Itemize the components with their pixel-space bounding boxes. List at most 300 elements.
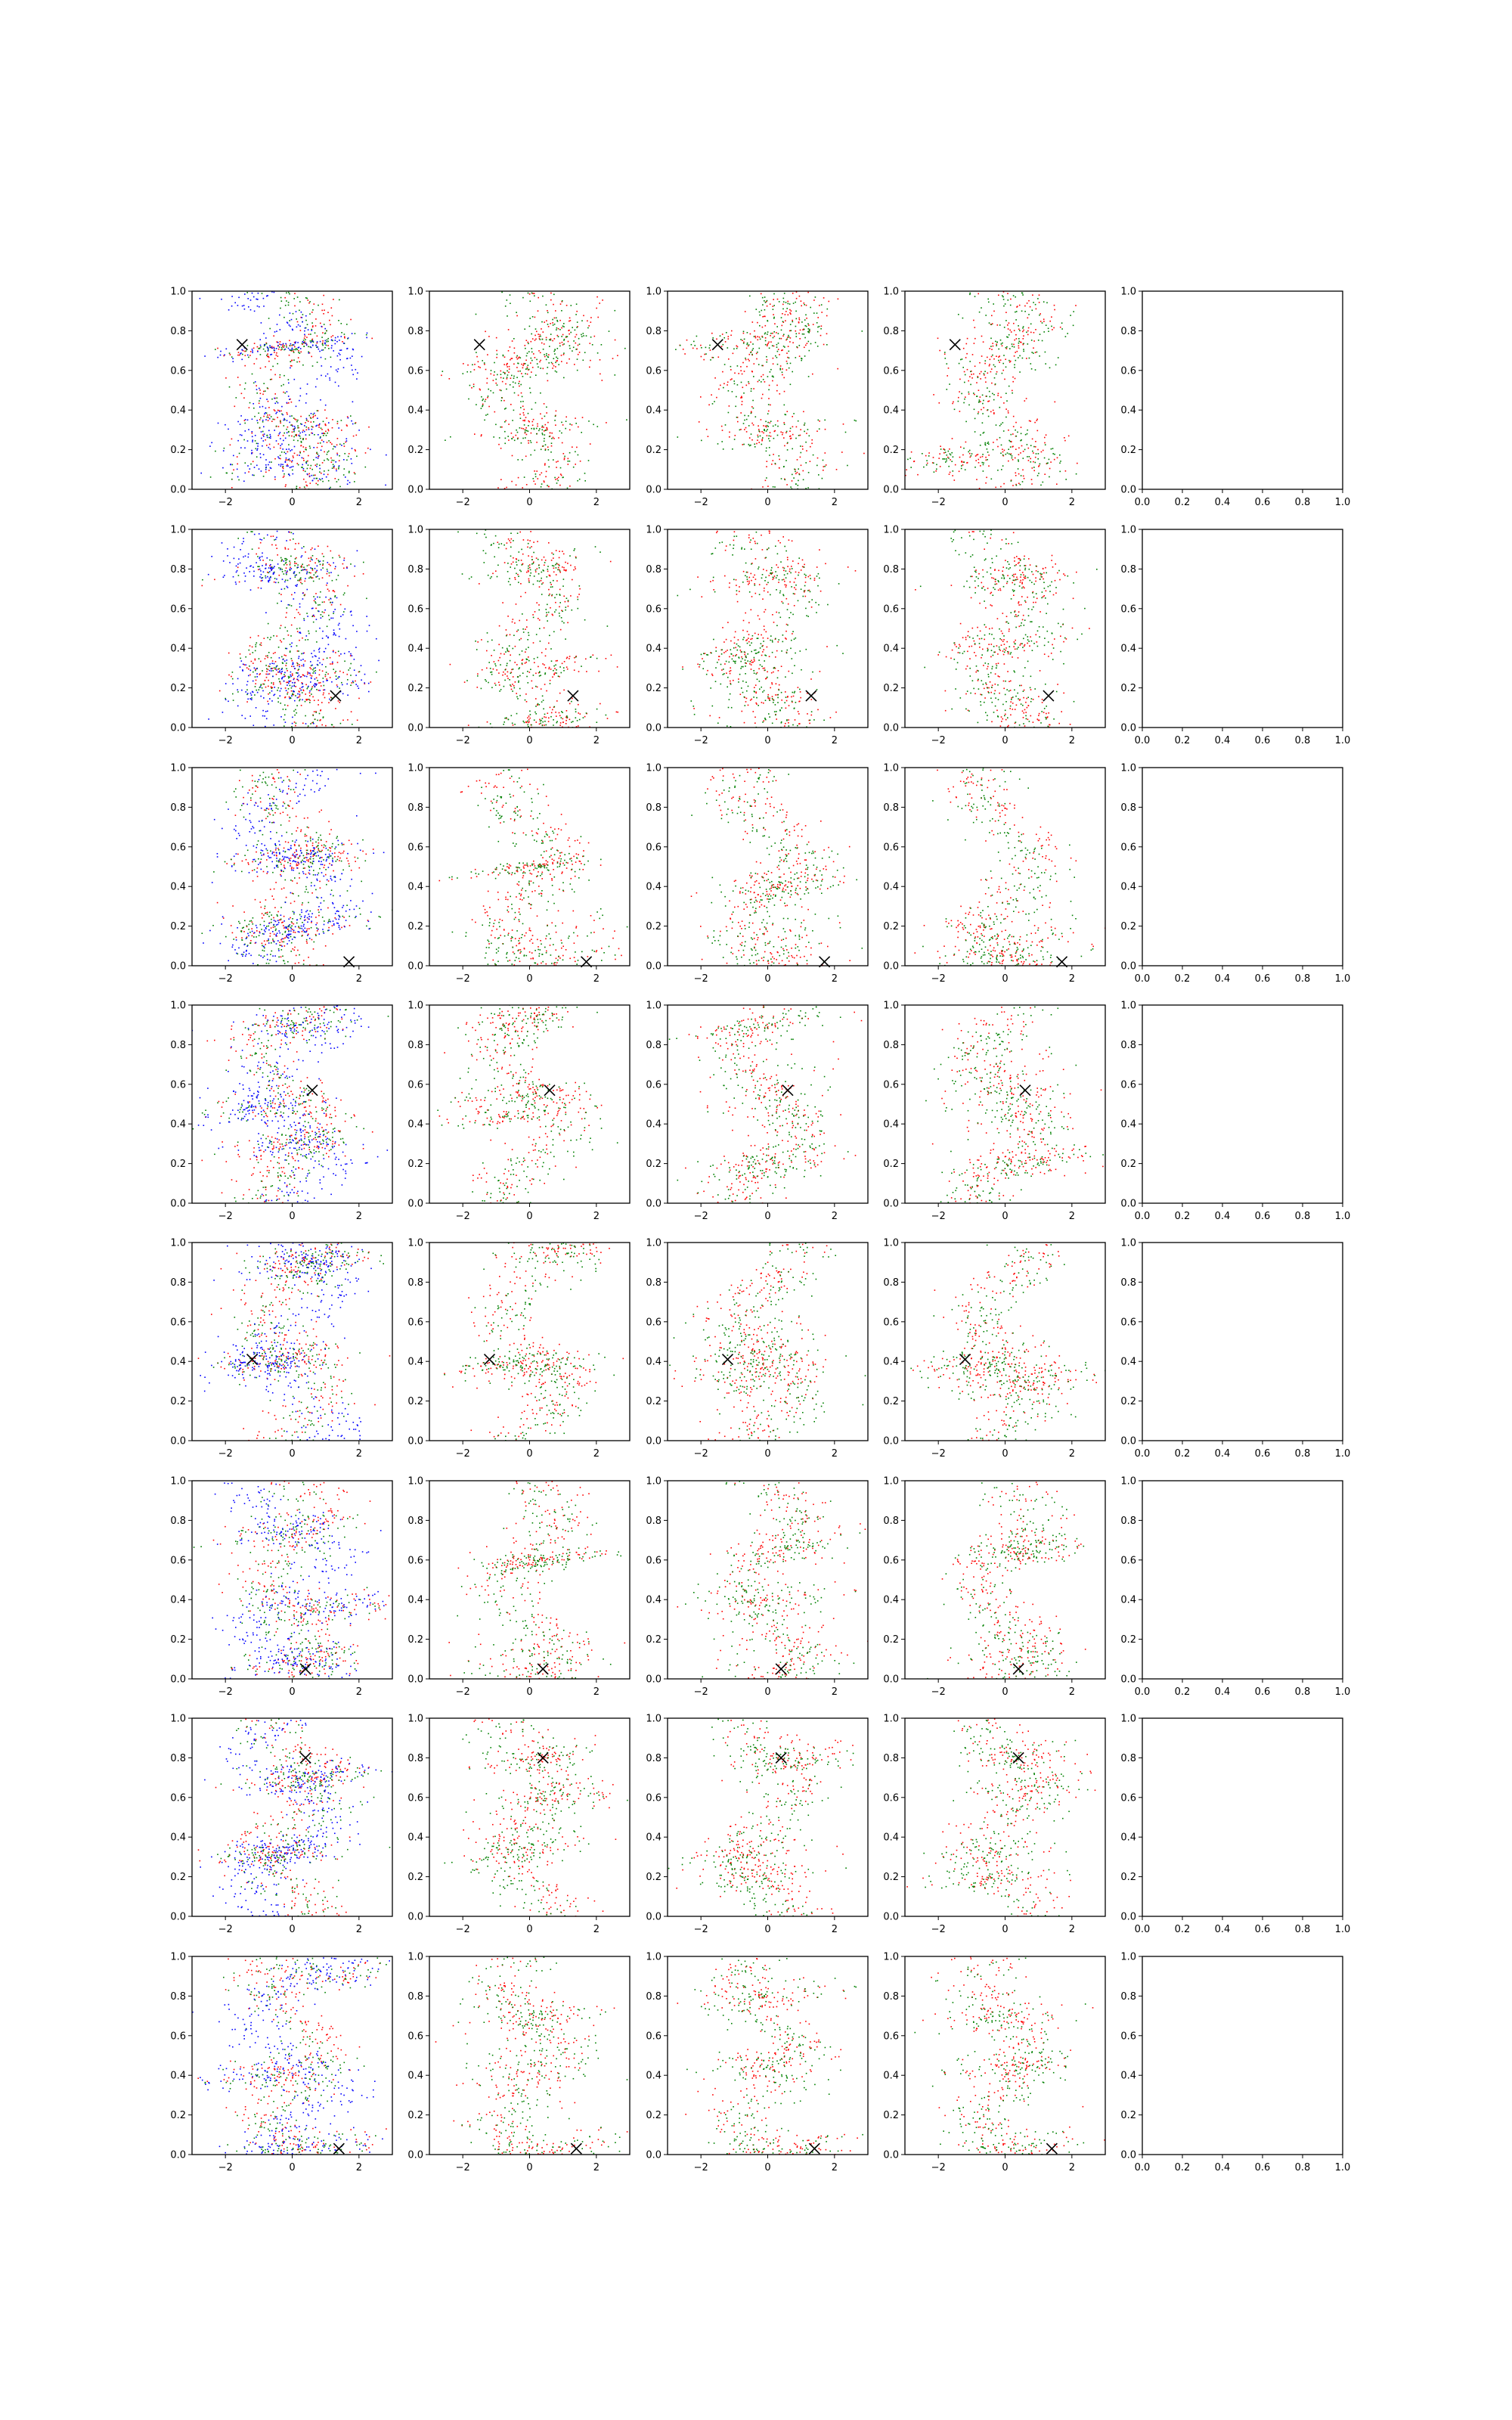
scatter-point <box>540 723 541 724</box>
scatter-point <box>770 303 771 305</box>
scatter-point <box>545 667 547 669</box>
scatter-point <box>318 480 319 482</box>
scatter-point <box>508 581 510 582</box>
scatter-point <box>727 622 729 623</box>
scatter-point <box>581 336 583 337</box>
scatter-point <box>795 326 797 327</box>
scatter-point <box>773 331 775 333</box>
scatter-point <box>280 464 282 465</box>
scatter-point <box>968 380 969 382</box>
scatter-point <box>798 480 799 482</box>
scatter-point <box>300 330 302 331</box>
x-tick-label: 0 <box>764 497 770 508</box>
scatter-point <box>306 345 308 346</box>
scatter-point <box>991 324 993 325</box>
scatter-point <box>331 604 333 606</box>
scatter-point <box>355 647 357 648</box>
scatter-point <box>541 720 542 721</box>
scatter-point <box>1027 444 1028 445</box>
scatter-point <box>785 460 787 461</box>
scatter-point <box>925 455 927 457</box>
scatter-point <box>746 344 748 346</box>
scatter-point <box>292 349 293 350</box>
scatter-point <box>510 359 511 361</box>
scatter-point <box>547 367 549 368</box>
scatter-point <box>324 433 326 435</box>
scatter-point <box>256 669 258 670</box>
scatter-point <box>361 679 362 681</box>
scatter-point <box>546 690 547 692</box>
scatter-point <box>252 474 253 476</box>
scatter-point <box>314 650 315 652</box>
scatter-point <box>319 651 321 653</box>
scatter-point <box>361 356 363 358</box>
scatter-point <box>758 340 759 341</box>
scatter-point <box>556 329 557 330</box>
y-tick-label: 0.2 <box>170 683 186 694</box>
scatter-point <box>263 454 265 455</box>
scatter-point <box>485 399 487 400</box>
scatter-point <box>996 355 997 357</box>
scatter-point <box>511 563 513 565</box>
scatter-point <box>512 690 513 692</box>
scatter-point <box>256 554 257 555</box>
scatter-point <box>288 302 290 303</box>
scatter-point <box>251 661 253 662</box>
y-tick-label: 0.4 <box>407 644 423 655</box>
scatter-point <box>246 684 248 686</box>
scatter-point <box>987 387 988 389</box>
scatter-point <box>576 447 578 448</box>
scatter-point <box>943 452 945 454</box>
scatter-point <box>312 656 314 658</box>
scatter-point <box>323 349 324 351</box>
scatter-point <box>508 718 510 720</box>
scatter-point <box>293 691 295 693</box>
scatter-point <box>333 464 334 466</box>
scatter-point <box>701 356 702 358</box>
scatter-point <box>294 617 296 619</box>
scatter-point <box>281 451 283 453</box>
scatter-point <box>768 404 770 405</box>
scatter-point <box>1045 352 1046 353</box>
scatter-point <box>510 566 511 568</box>
scatter-point <box>269 565 271 566</box>
scatter-point <box>302 593 304 594</box>
scatter-point <box>268 470 270 471</box>
scatter-point <box>517 698 519 700</box>
scatter-point <box>965 396 966 398</box>
scatter-point <box>778 349 779 350</box>
scatter-point <box>804 423 806 424</box>
scatter-point <box>525 360 527 361</box>
scatter-point <box>789 571 791 572</box>
scatter-point <box>581 432 582 433</box>
scatter-point <box>279 657 280 659</box>
scatter-point <box>743 342 745 343</box>
scatter-point <box>773 293 775 295</box>
scatter-point <box>327 341 329 343</box>
scatter-point <box>297 650 299 652</box>
scatter-point <box>500 731 501 732</box>
scatter-point <box>233 361 234 362</box>
scatter-point <box>267 417 268 418</box>
scatter-point <box>771 464 773 465</box>
scatter-point <box>258 635 259 637</box>
scatter-point <box>1021 311 1023 312</box>
scatter-point <box>242 543 243 544</box>
scatter-point <box>784 424 785 425</box>
scatter-point <box>826 284 827 286</box>
scatter-point <box>1044 442 1046 444</box>
scatter-point <box>292 682 293 684</box>
scatter-point <box>538 478 539 479</box>
scatter-point <box>512 622 513 623</box>
scatter-point <box>324 474 325 476</box>
subplot-r0-c2 <box>646 284 892 508</box>
scatter-point <box>974 467 976 468</box>
scatter-point <box>525 345 526 346</box>
scatter-point <box>306 430 308 431</box>
scatter-point <box>541 584 543 585</box>
scatter-point <box>565 723 567 724</box>
scatter-point <box>290 467 291 469</box>
scatter-point <box>940 445 941 447</box>
scatter-point <box>987 299 989 300</box>
scatter-point <box>262 406 264 408</box>
scatter-point <box>1040 464 1041 465</box>
scatter-point <box>565 610 566 611</box>
scatter-point <box>567 669 569 670</box>
scatter-point <box>304 330 305 332</box>
scatter-point <box>245 691 246 693</box>
scatter-point <box>742 397 743 399</box>
scatter-point <box>529 293 531 295</box>
scatter-point <box>305 434 307 436</box>
scatter-point <box>307 688 308 690</box>
scatter-point <box>144 367 146 368</box>
scatter-point <box>1015 448 1017 450</box>
scatter-point <box>729 582 730 584</box>
scatter-point <box>346 566 348 568</box>
scatter-point <box>565 562 566 563</box>
x-tick-label: −2 <box>218 497 233 508</box>
scatter-point <box>512 420 513 421</box>
scatter-point <box>617 666 618 668</box>
x-tick-label: 2 <box>832 497 838 508</box>
scatter-point <box>935 470 937 472</box>
scatter-point <box>273 567 274 569</box>
scatter-point <box>549 340 550 341</box>
scatter-point <box>743 343 745 344</box>
scatter-point <box>522 368 524 369</box>
scatter-point <box>335 708 336 709</box>
scatter-point <box>344 661 345 662</box>
scatter-point <box>228 701 229 703</box>
scatter-point <box>259 557 261 558</box>
scatter-point <box>315 572 317 574</box>
scatter-point <box>313 622 314 623</box>
scatter-point <box>343 611 345 613</box>
scatter-point <box>311 557 312 559</box>
scatter-point <box>274 663 275 665</box>
scatter-point <box>768 438 770 439</box>
scatter-point <box>299 690 300 692</box>
scatter-point <box>980 445 981 446</box>
scatter-point <box>1013 295 1015 296</box>
scatter-point <box>974 431 976 433</box>
scatter-point <box>539 474 541 476</box>
scatter-point <box>259 339 261 340</box>
scatter-point <box>264 638 265 639</box>
scatter-point <box>798 563 799 564</box>
scatter-point <box>563 354 565 355</box>
scatter-point <box>338 320 339 321</box>
scatter-point <box>540 352 541 354</box>
scatter-point <box>991 356 993 358</box>
scatter-point <box>513 377 515 379</box>
scatter-point <box>751 580 752 582</box>
scatter-point <box>258 413 259 414</box>
scatter-point <box>522 659 523 661</box>
scatter-point <box>516 603 517 605</box>
scatter-point <box>993 410 994 411</box>
scatter-point <box>550 334 552 335</box>
scatter-point <box>271 700 273 702</box>
scatter-point <box>543 445 544 447</box>
scatter-point <box>554 420 556 421</box>
scatter-point <box>285 343 287 345</box>
scatter-point <box>262 577 264 579</box>
scatter-point <box>318 561 320 563</box>
scatter-point <box>327 582 328 584</box>
scatter-point <box>506 487 507 489</box>
scatter-point <box>344 453 345 455</box>
scatter-point <box>794 587 795 588</box>
scatter-point <box>299 607 301 608</box>
scatter-point <box>1021 475 1022 476</box>
scatter-point <box>782 368 783 370</box>
scatter-point <box>273 573 274 575</box>
scatter-point <box>285 461 287 463</box>
axes-frame <box>429 291 630 489</box>
scatter-point <box>769 385 770 386</box>
scatter-point <box>528 647 529 648</box>
scatter-point <box>318 660 319 662</box>
scatter-point <box>271 670 272 672</box>
scatter-point <box>227 555 228 557</box>
scatter-point <box>541 580 542 582</box>
scatter-point <box>538 334 539 335</box>
scatter-point <box>555 424 556 426</box>
scatter-point <box>1010 446 1012 448</box>
scatter-point <box>563 670 565 672</box>
scatter-point <box>774 287 776 289</box>
scatter-point <box>491 674 493 675</box>
scatter-point <box>544 562 546 563</box>
scatter-point <box>525 456 527 458</box>
scatter-point <box>590 337 592 338</box>
scatter-point <box>283 435 284 436</box>
scatter-point <box>318 700 319 701</box>
scatter-point <box>612 358 614 359</box>
scatter-point <box>748 381 749 383</box>
scatter-point <box>970 371 971 373</box>
scatter-point <box>240 447 242 448</box>
scatter-point <box>523 631 525 633</box>
scatter-point <box>330 663 331 665</box>
scatter-point <box>289 458 290 460</box>
scatter-point <box>1002 373 1003 374</box>
scatter-point <box>302 638 303 639</box>
scatter-point <box>335 566 336 568</box>
scatter-point <box>511 669 513 671</box>
scatter-point <box>752 343 754 345</box>
scatter-point <box>962 367 964 368</box>
scatter-point <box>339 628 341 630</box>
scatter-point <box>312 427 314 428</box>
scatter-point <box>748 415 749 417</box>
scatter-point <box>256 676 258 678</box>
scatter-point <box>287 586 288 588</box>
scatter-point <box>1004 379 1005 380</box>
scatter-point <box>568 464 569 465</box>
scatter-point <box>767 426 769 427</box>
scatter-point <box>311 417 312 419</box>
scatter-point <box>270 438 271 439</box>
scatter-point <box>270 567 271 569</box>
scatter-point <box>534 340 536 341</box>
scatter-point <box>339 702 340 703</box>
scatter-point <box>938 458 940 459</box>
scatter-point <box>290 681 292 682</box>
points-layer <box>202 531 408 728</box>
scatter-point <box>376 672 377 673</box>
scatter-point <box>594 336 596 337</box>
scatter-point <box>568 600 569 601</box>
scatter-point <box>519 427 521 429</box>
scatter-point <box>982 462 984 464</box>
scatter-point <box>527 368 528 370</box>
scatter-point <box>534 470 535 472</box>
scatter-point <box>321 433 323 434</box>
scatter-point <box>280 557 282 559</box>
scatter-point <box>294 571 296 572</box>
scatter-point <box>798 318 800 319</box>
scatter-point <box>922 453 923 455</box>
scatter-point <box>553 437 554 439</box>
scatter-point <box>522 563 524 565</box>
scatter-point <box>326 585 327 586</box>
scatter-point <box>510 302 511 304</box>
scatter-point <box>819 549 820 551</box>
y-tick-label: 1.0 <box>883 287 899 298</box>
scatter-point <box>275 661 277 662</box>
scatter-point <box>355 684 357 685</box>
scatter-point <box>999 324 1001 326</box>
scatter-point <box>528 440 529 442</box>
scatter-point <box>255 440 256 442</box>
scatter-point <box>556 461 557 463</box>
scatter-point <box>341 682 342 684</box>
scatter-point <box>226 473 228 474</box>
scatter-point <box>517 439 519 440</box>
scatter-point <box>550 680 551 681</box>
scatter-point <box>779 393 781 395</box>
scatter-point <box>548 449 550 451</box>
scatter-point <box>280 688 282 690</box>
scatter-point <box>784 405 785 406</box>
scatter-point <box>1036 419 1038 420</box>
scatter-point <box>513 676 514 678</box>
scatter-point <box>309 667 311 669</box>
scatter-point <box>737 421 739 423</box>
scatter-point <box>810 446 811 448</box>
scatter-point <box>271 570 272 572</box>
scatter-point <box>297 440 299 442</box>
scatter-point <box>523 721 525 722</box>
scatter-point <box>1043 301 1045 302</box>
scatter-point <box>744 429 745 430</box>
scatter-point <box>357 551 358 552</box>
scatter-point <box>501 400 503 402</box>
scatter-point <box>559 693 561 694</box>
scatter-point <box>767 359 768 361</box>
scatter-point <box>548 721 550 722</box>
scatter-point <box>474 369 476 371</box>
scatter-point <box>223 576 225 578</box>
scatter-point <box>310 572 311 574</box>
scatter-point <box>531 408 533 410</box>
scatter-point <box>499 690 500 692</box>
scatter-point <box>268 464 269 466</box>
scatter-point <box>557 461 559 462</box>
scatter-point <box>767 694 769 696</box>
scatter-point <box>733 349 735 350</box>
scatter-point <box>281 385 283 386</box>
scatter-point <box>949 473 950 475</box>
scatter-point <box>351 615 352 616</box>
scatter-point <box>327 573 328 575</box>
scatter-point <box>320 442 321 444</box>
scatter-point <box>272 366 274 368</box>
scatter-point <box>1070 315 1071 316</box>
scatter-point <box>306 298 308 299</box>
scatter-point <box>293 351 294 352</box>
scatter-point <box>518 681 519 682</box>
scatter-point <box>335 446 336 448</box>
scatter-point <box>578 455 579 456</box>
scatter-point <box>597 426 599 427</box>
scatter-point <box>562 334 564 336</box>
scatter-point <box>268 669 269 671</box>
scatter-point <box>326 435 327 436</box>
scatter-point <box>792 480 793 482</box>
scatter-point <box>1039 302 1040 303</box>
scatter-point <box>318 434 319 436</box>
scatter-point <box>799 319 801 321</box>
scatter-point <box>237 691 239 693</box>
scatter-point <box>268 686 269 687</box>
scatter-point <box>284 349 285 351</box>
scatter-point <box>512 723 513 724</box>
scatter-point <box>342 684 343 686</box>
scatter-point <box>491 655 492 656</box>
scatter-point <box>499 437 500 439</box>
scatter-point <box>297 697 299 699</box>
scatter-point <box>796 334 798 335</box>
scatter-point <box>763 638 764 639</box>
